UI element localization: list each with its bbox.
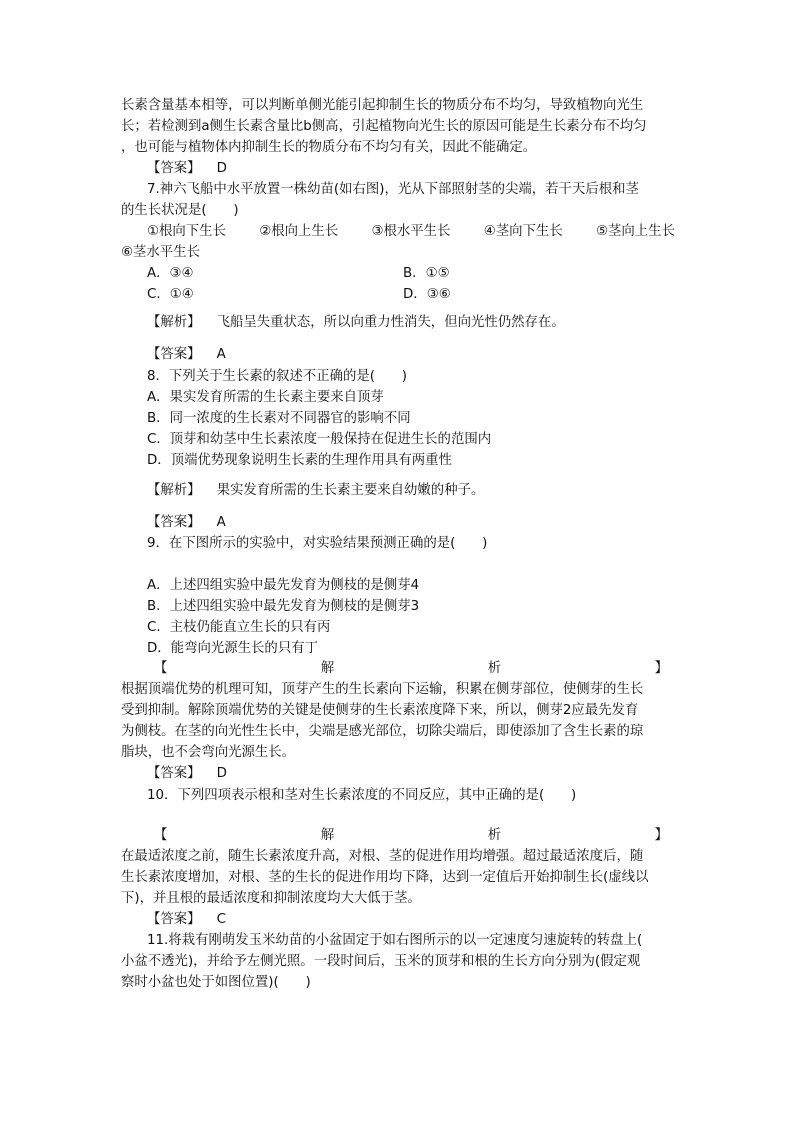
q9-option-b: B．上述四组实验中最先发育为侧枝的是侧芽3 (147, 599, 420, 614)
q10-analysis-line-3: 下)，并且根的最适浓度和抑制浓度均大大低于茎。 (121, 891, 421, 906)
q8-option-a: A．果实发育所需的生长素主要来自顶芽 (147, 390, 384, 405)
q11-stem-1: 11.将栽有刚萌发玉米幼苗的小盆固定于如右图所示的以一定速度匀速旋转的转盘上( (147, 933, 643, 948)
answer-value: D (216, 766, 227, 781)
answer-label: 【答案】 (147, 347, 201, 362)
analysis-label: 【解析】 (147, 315, 201, 330)
q9-analysis-line-3: 为侧枝。在茎的向光性生长中，尖端是感光部位，切除尖端后，即使添加了含生长素的琼 (121, 724, 644, 739)
q7-stem-2: 的生长状况是( ) (121, 203, 239, 218)
intro-line-2: 长；若检测到a侧生长素含量比b侧高，引起植物向光生长的原因可能是生长素分布不均匀 (121, 119, 647, 134)
heading-char-2: 析 (487, 661, 502, 676)
q11-stem-3: 察时小盆也处于如图位置)( ) (121, 975, 311, 990)
intro-line-1: 长素含量基本相等，可以判断单侧光能引起抑制生长的物质分布不均匀，导致植物向光生 (121, 98, 644, 113)
q10-analysis-line-2: 生长素浓度增加，对根、茎的生长的促进作用均下降，达到一定值后开始抑制生长(虚线以 (121, 870, 649, 885)
bracket-close: 】 (654, 661, 668, 676)
q7-option-c: C．①④ (147, 287, 194, 302)
q7-item-2: ②根向上生长 (259, 224, 339, 239)
bracket-open: 【 (154, 828, 168, 843)
q7-item-3: ③根水平生长 (371, 224, 451, 239)
q7-stem-1: 7.神六飞船中水平放置一株幼苗(如右图)，光从下部照射茎的尖端，若干天后根和茎 (147, 182, 639, 197)
analysis-label: 【解析】 (147, 483, 201, 498)
q10-answer (147, 910, 226, 930)
q9-analysis-line-1: 根据顶端优势的机理可知，顶芽产生的生长素向下运输，积累在侧芽部位，使侧芽的生长 (121, 682, 644, 697)
q8-analysis (147, 481, 484, 501)
q9-analysis-line-2: 受到抑制。解除顶端优势的关键是使侧芽的生长素浓度降下来，所以，侧芽2应最先发育 (121, 703, 639, 718)
bracket-close: 】 (654, 828, 668, 843)
answer-value: D (216, 161, 227, 176)
q9-stem: 9．在下图所示的实验中，对实验结果预测正确的是( ) (147, 536, 488, 551)
answer-value: A (216, 515, 226, 530)
q6-answer (147, 159, 227, 179)
q7-analysis (147, 313, 565, 333)
q9-analysis-line-4: 脂块，也不会弯向光源生长。 (121, 745, 296, 760)
q7-item-6: ⑥茎水平生长 (121, 245, 200, 260)
analysis-text: 飞船呈失重状态，所以向重力性消失，但向光性仍然存在。 (216, 315, 565, 330)
q9-option-c: C．主枝仍能直立生长的只有丙 (147, 620, 331, 635)
heading-char-2: 析 (487, 828, 502, 843)
q7-item-1: ①根向下生长 (147, 224, 226, 239)
q10-analysis-line-1: 在最适浓度之前，随生长素浓度升高，对根、茎的促进作用均增强。超过最适浓度后，随 (121, 849, 644, 864)
q8-option-b: B．同一浓度的生长素对不同器官的影响不同 (147, 411, 411, 426)
q7-items (147, 222, 675, 242)
answer-label: 【答案】 (147, 912, 201, 927)
q8-stem: 8．下列关于生长素的叙述不正确的是( ) (147, 369, 407, 384)
bracket-open: 【 (154, 661, 168, 676)
answer-label: 【答案】 (147, 766, 201, 781)
answer-label: 【答案】 (147, 161, 201, 176)
q10-stem: 10．下列四项表示根和茎对生长素浓度的不同反应，其中正确的是( ) (147, 788, 577, 803)
heading-char-1: 解 (320, 661, 335, 676)
q9-option-d: D．能弯向光源生长的只有丁 (147, 641, 318, 656)
answer-label: 【答案】 (147, 515, 201, 530)
q8-option-c: C．顶芽和幼茎中生长素浓度一般保持在促进生长的范围内 (147, 432, 492, 447)
q7-option-d: D．③⑥ (403, 287, 451, 302)
q7-option-a: A．③④ (147, 266, 194, 281)
heading-char-1: 解 (320, 828, 335, 843)
q8-answer (147, 513, 226, 533)
intro-line-3: ，也可能与植物体内抑制生长的物质分布不均匀有关，因此不能确定。 (121, 140, 537, 155)
q9-answer (147, 764, 227, 784)
q10-analysis-heading (154, 826, 668, 846)
q8-option-d: D．顶端优势现象说明生长素的生理作用具有两重性 (147, 453, 452, 468)
q7-item-4: ④茎向下生长 (483, 224, 563, 239)
q11-stem-2: 小盆不透光)，并给予左侧光照。一段时间后，玉米的顶芽和根的生长方向分别为(假定观 (121, 954, 641, 969)
q9-analysis-heading (154, 659, 668, 679)
q7-option-b: B．①⑤ (403, 266, 450, 281)
q7-answer (147, 345, 226, 365)
analysis-text: 果实发育所需的生长素主要来自幼嫩的种子。 (216, 483, 485, 498)
answer-value: A (216, 347, 226, 362)
q9-option-a: A．上述四组实验中最先发育为侧枝的是侧芽4 (147, 578, 420, 593)
answer-value: C (216, 912, 226, 927)
q7-item-5: ⑤茎向上生长 (596, 224, 675, 239)
